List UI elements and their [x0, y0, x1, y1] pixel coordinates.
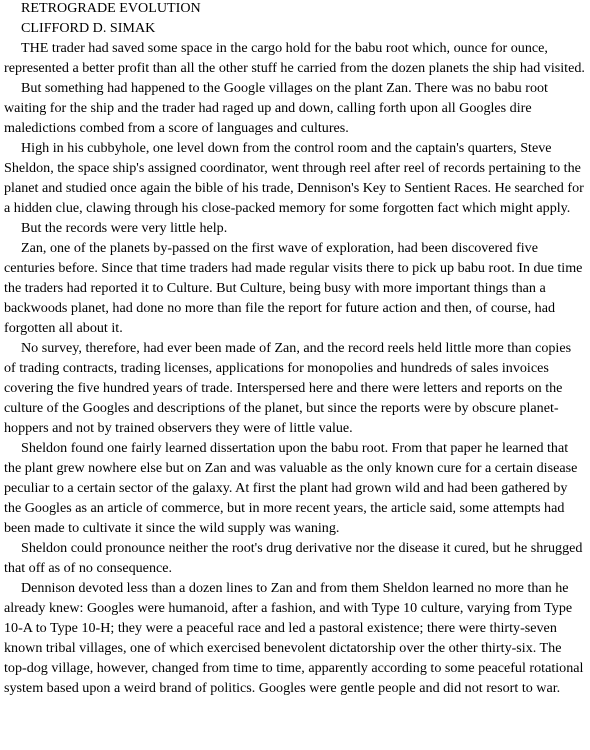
paragraph: Dennison devoted less than a dozen lines to Zan and from them Sheldon learned no more than he already knew: Googles were humanoid, after a fashion, and with Type 10 culture, varying from Type 10-A to Type 10-H; they were a peaceful race and led a pastoral existence; there were thirty-seven known tribal villages, one of which exercised benevolent dictatorship over the other thirty-six. The top-dog village, however, changed from time to time, apparently according to some peaceful rotational system based upon a weird brand of politics. Googles were gentle people and did not resort to war. — [4, 580, 584, 696]
paragraph: No survey, therefore, had ever been made of Zan, and the record reels held little more than copies of trading contracts, trading licenses, applications for monopolies and hundreds of sales invoices covering the five hundred years of trade. Interspersed here and there were letters and reports on the culture of the Googles and descriptions of the planet, but since the reports were by obscure planet-hoppers and not by trained observers they were of little value. — [4, 340, 572, 436]
story-title: RETROGRADE EVOLUTION — [21, 0, 201, 16]
paragraph: Sheldon found one fairly learned dissertation upon the babu root. From that paper he learned that the plant grew nowhere else but on Zan and was valuable as the only known cure for a certain disease peculiar to a certain sector of the galaxy. At first the plant had grown wild and had been gathered by the Googles as an article of commerce, but in more recent years, the article said, some attempts had been made to cultivate it since the wild supply was waning. — [4, 440, 578, 536]
paragraph: But something had happened to the Google villages on the plant Zan. There was no babu root waiting for the ship and the trader had raged up and down, calling forth upon all Googles dire maledictions combed from a score of languages and cultures. — [4, 80, 548, 136]
document-body — [4, 0, 586, 698]
paragraph: High in his cubbyhole, one level down from the control room and the captain's quarters, Steve Sheldon, the space ship's assigned coordinator, went through reel after reel of records pertaining to the planet and studied once again the bible of his trade, Dennison's Key to Sentient Races. He searched for a hidden clue, clawing through his close-packed memory for some forgotten fact which might apply. — [4, 140, 584, 216]
paragraph: Sheldon could pronounce neither the root's drug derivative nor the disease it cured, but he shrugged that off as of no consequence. — [4, 540, 583, 576]
paragraph: But the records were very little help. — [21, 220, 228, 236]
paragraph: THE trader had saved some space in the cargo hold for the babu root which, ounce for ounce, represented a better profit than all the other stuff he carried from the dozen planets the ship had visited. — [4, 40, 585, 76]
story-author: CLIFFORD D. SIMAK — [21, 20, 156, 36]
paragraph: Zan, one of the planets by-passed on the first wave of exploration, had been discovered five centuries before. Since that time traders had made regular visits there to pick up babu root. In due time the traders had reported it to Culture. But Culture, being busy with more important things than a backwoods planet, had done no more than file the report for future action and then, of course, had forgotten all about it. — [4, 240, 583, 336]
